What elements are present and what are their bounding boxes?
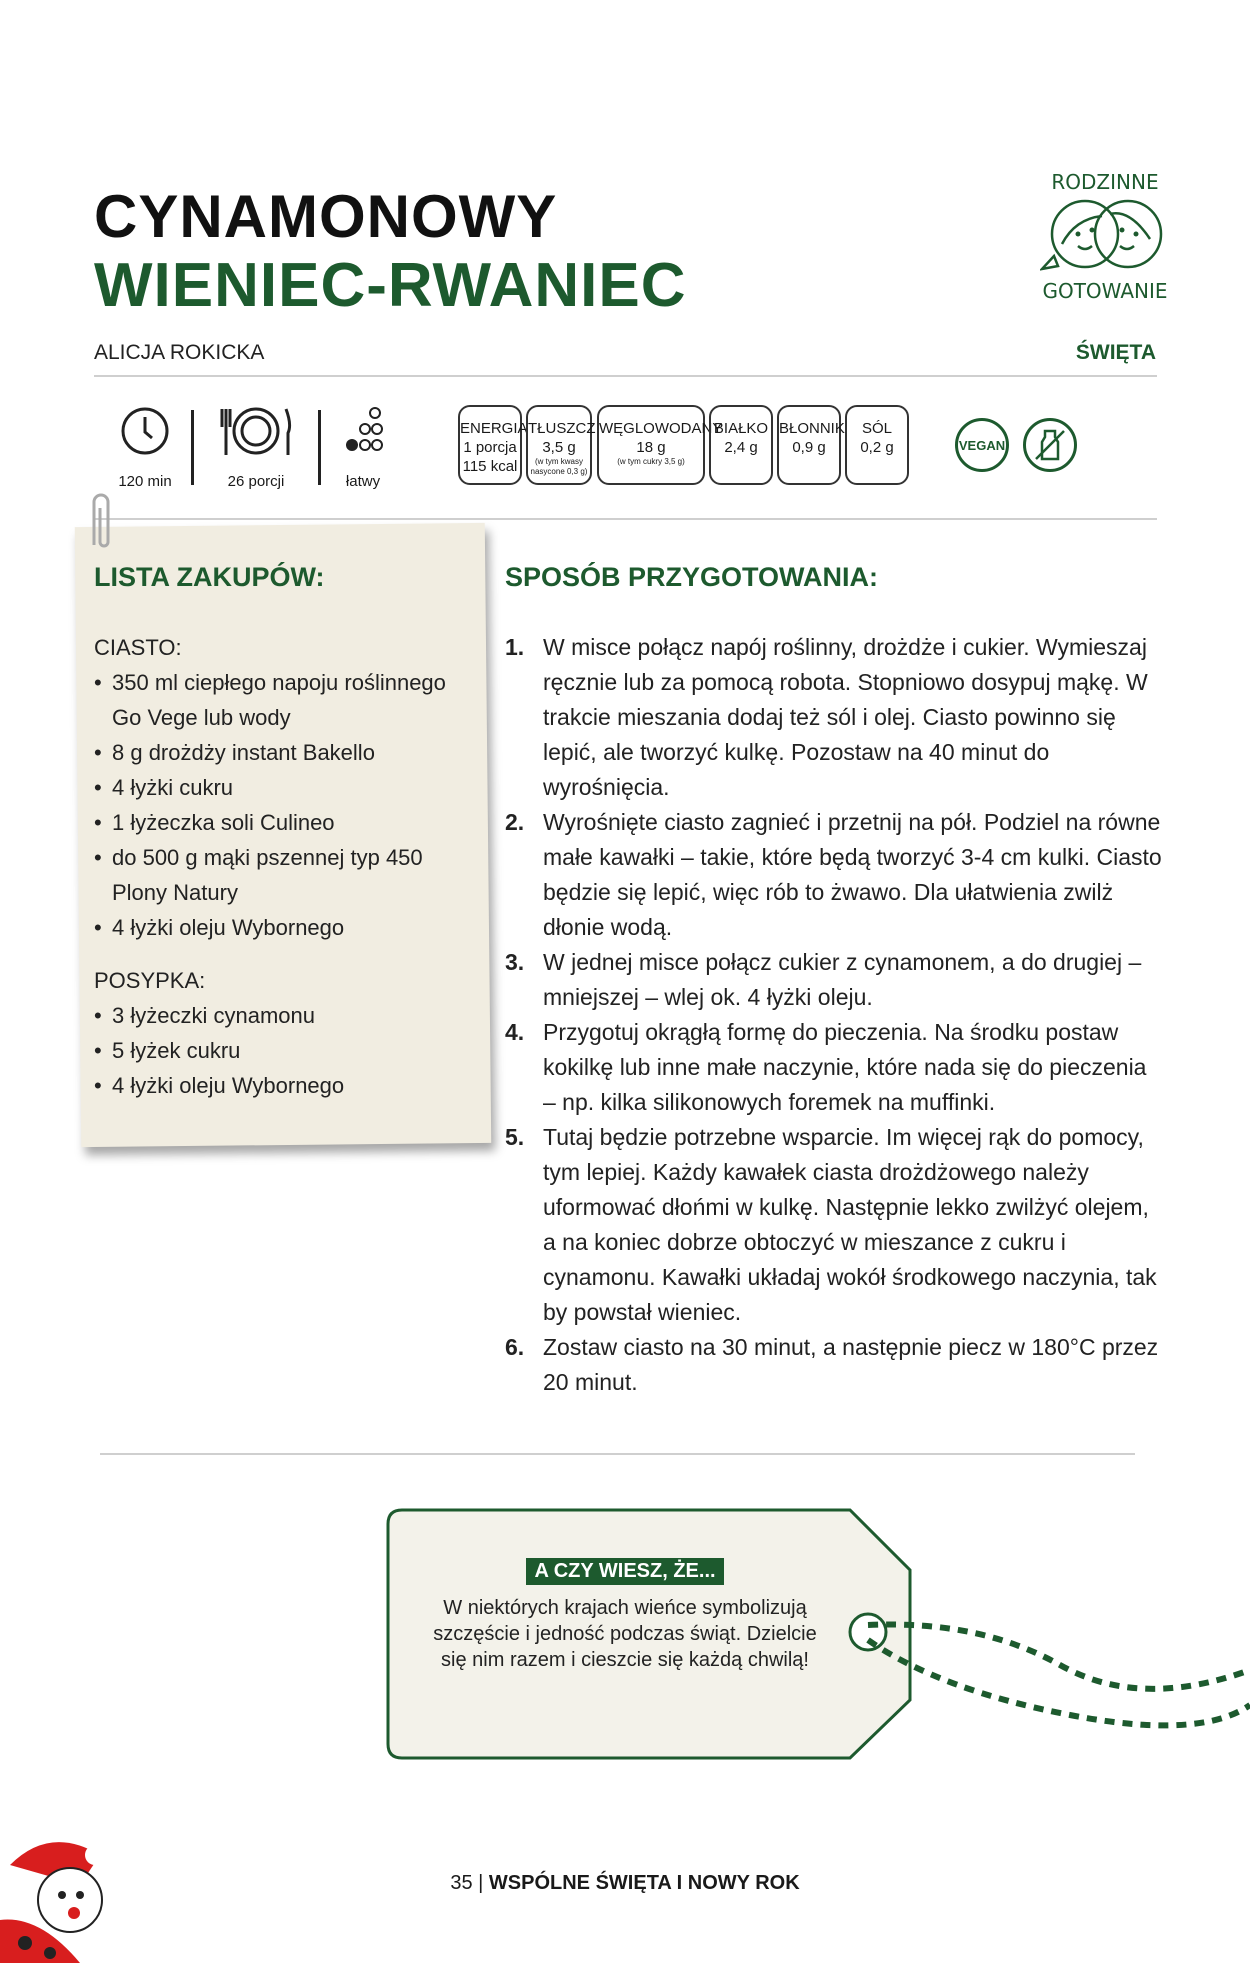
separator bbox=[318, 410, 321, 485]
step bbox=[505, 805, 1165, 945]
step-text: W jednej misce połącz cukier z cynamonem, a do drugiej – mniejszej – wlej ok. 4 łyżki oleju. bbox=[543, 949, 1142, 1010]
ingredient-item: • 5 łyżek cukru bbox=[94, 1033, 464, 1068]
time-value: 120 min bbox=[118, 473, 172, 490]
title-line-1: CYNAMONOWY bbox=[94, 183, 558, 250]
separator bbox=[191, 410, 194, 485]
nutrition-salt bbox=[845, 405, 909, 485]
divider bbox=[100, 1453, 1135, 1455]
step bbox=[505, 630, 1165, 805]
footer-separator: | bbox=[478, 1872, 489, 1894]
difficulty-value: łatwy bbox=[345, 473, 381, 490]
clock-icon bbox=[119, 405, 171, 457]
step bbox=[505, 1015, 1165, 1120]
nutrition-label: BIAŁKO bbox=[713, 420, 769, 437]
step-text: Zostaw ciasto na 30 minut, a następnie piecz w 180°C przez 20 minut. bbox=[543, 1334, 1159, 1395]
step-text: Tutaj będzie potrzebne wsparcie. Im więcej rąk do pomocy, tym lepiej. Każdy kawałek ciasta drożdżowego należy uformować dłońmi w kulkę. Następnie lekko zwilżyć olejem, a na koniec dobrze obtoczyć w mieszance z cukru i cynamonu. Kawałki układaj wokół środkowego naczynia, tak by powstał wieniec. bbox=[543, 1124, 1157, 1325]
section-title: CIASTO: bbox=[94, 635, 182, 660]
section-title: POSYPKA: bbox=[94, 968, 206, 993]
tip-text: W niektórych krajach wieńce symbolizują szczęście i jedność podczas świąt. Dzielcie się nim razem i cieszcie się każdą chwilą! bbox=[433, 1597, 817, 1671]
nutrition-value: 0,9 g bbox=[792, 439, 826, 456]
nutrition-label: SÓL bbox=[861, 420, 892, 437]
shopping-list-heading: LISTA ZAKUPÓW: bbox=[94, 562, 325, 592]
time-info bbox=[110, 405, 180, 490]
step-number: 4. bbox=[505, 1019, 525, 1045]
step-text: W misce połącz napój roślinny, drożdże i cukier. Wymieszaj ręcznie lub za pomocą robota. Stopniowo dosypuj mąkę. W trakcie mieszania dodaj też sól i olej. Ciasto powinno się lepić, ale tworzyć kulkę. Pozostaw na 40 minut do wyrośnięcia. bbox=[543, 634, 1148, 800]
ingredient-item: • 4 łyżki oleju Wybornego bbox=[94, 1068, 464, 1103]
page-footer bbox=[0, 1872, 1250, 1895]
logo-top-text: RODZINNE bbox=[1051, 170, 1159, 194]
servings-value: 26 porcji bbox=[227, 473, 285, 490]
nutrition-label: BŁONNIK bbox=[779, 420, 845, 437]
nutrition-label: WĘGLOWODANY bbox=[599, 420, 723, 437]
step-text: Przygotuj okrągłą formę do pieczenia. Na środku postaw kokilkę lub inne małe naczynie, które nada się do pieczenia – np. kilka silikonowych foremek na muffinki. bbox=[543, 1019, 1147, 1115]
nutrition-value: 115 kcal bbox=[462, 458, 518, 475]
difficulty-info bbox=[335, 405, 391, 490]
ingredient-item: • 350 ml ciepłego napoju roślinnego Go Vege lub wody bbox=[94, 665, 464, 735]
step bbox=[505, 945, 1165, 1015]
ingredient-item: • 4 łyżki cukru bbox=[94, 770, 464, 805]
ingredient-item: • do 500 g mąki pszennej typ 450 Plony Natury bbox=[94, 840, 464, 910]
nutrition-carbs bbox=[597, 405, 723, 485]
faces-icon bbox=[1040, 194, 1170, 274]
nutrition-value: 3,5 g bbox=[542, 439, 576, 456]
nutrition-value: 2,4 g bbox=[724, 439, 758, 456]
ingredient-item: • 3 łyżeczki cynamonu bbox=[94, 998, 464, 1033]
nutrition-note: (w tym kwasy nasycone 0,3 g) bbox=[530, 457, 588, 476]
divider bbox=[94, 375, 1157, 377]
author: ALICJA ROKICKA bbox=[94, 341, 265, 364]
paperclip-icon bbox=[88, 490, 114, 555]
servings-info bbox=[212, 405, 300, 490]
plate-cutlery-icon bbox=[216, 405, 296, 457]
divider bbox=[94, 518, 1157, 520]
nutrition-fat bbox=[526, 405, 596, 485]
nutrition-protein bbox=[709, 405, 773, 485]
step-number: 6. bbox=[505, 1334, 525, 1360]
ingredient-item: • 4 łyżki oleju Wybornego bbox=[94, 910, 464, 945]
nutrition-note: (w tym cukry 3,5 g) bbox=[617, 457, 685, 466]
nutrition-label: ENERGIA bbox=[460, 420, 528, 437]
vegan-badge: VEGAN bbox=[955, 418, 1009, 472]
step-text: Wyrośnięte ciasto zagnieć i przetnij na pół. Podziel na równe małe kawałki – takie, które będą tworzyć 3-4 cm kulki. Ciasto będzie się lepić, więc rób to żwawo. Dla ułatwienia zwilż dłonie wodą. bbox=[543, 809, 1162, 940]
step bbox=[505, 1120, 1165, 1330]
nutrition-value: 18 g bbox=[636, 439, 666, 456]
step bbox=[505, 1330, 1165, 1400]
family-cooking-logo bbox=[1035, 170, 1175, 303]
ingredients bbox=[94, 630, 464, 1103]
method-steps bbox=[505, 630, 1165, 1400]
step-number: 2. bbox=[505, 809, 525, 835]
tip-title: A CZY WIESZ, ŻE... bbox=[526, 1558, 723, 1585]
nutrition-value: 0,2 g bbox=[860, 439, 894, 456]
no-milk-icon bbox=[1023, 418, 1077, 472]
page-number: 35 bbox=[450, 1872, 473, 1894]
nutrition-label: TŁUSZCZ bbox=[528, 420, 596, 437]
title-line-2: WIENIEC-RWANIEC bbox=[94, 251, 687, 320]
logo-bottom-text: GOTOWANIE bbox=[1042, 279, 1168, 303]
section-name: WSPÓLNE ŚWIĘTA I NOWY ROK bbox=[488, 1872, 800, 1894]
category: ŚWIĘTA bbox=[1075, 341, 1156, 364]
nutrition-fiber bbox=[777, 405, 845, 485]
ingredient-item: • 8 g drożdży instant Bakello bbox=[94, 735, 464, 770]
step-number: 5. bbox=[505, 1124, 525, 1150]
tip-box bbox=[430, 1558, 820, 1673]
difficulty-dots-icon bbox=[341, 405, 385, 457]
nutrition-energy bbox=[458, 405, 528, 485]
method-heading: SPOSÓB PRZYGOTOWANIA: bbox=[505, 562, 879, 592]
ingredient-item: • 1 łyżeczka soli Culineo bbox=[94, 805, 464, 840]
step-number: 3. bbox=[505, 949, 525, 975]
nutrition-portion: 1 porcja bbox=[463, 439, 517, 456]
step-number: 1. bbox=[505, 634, 525, 660]
